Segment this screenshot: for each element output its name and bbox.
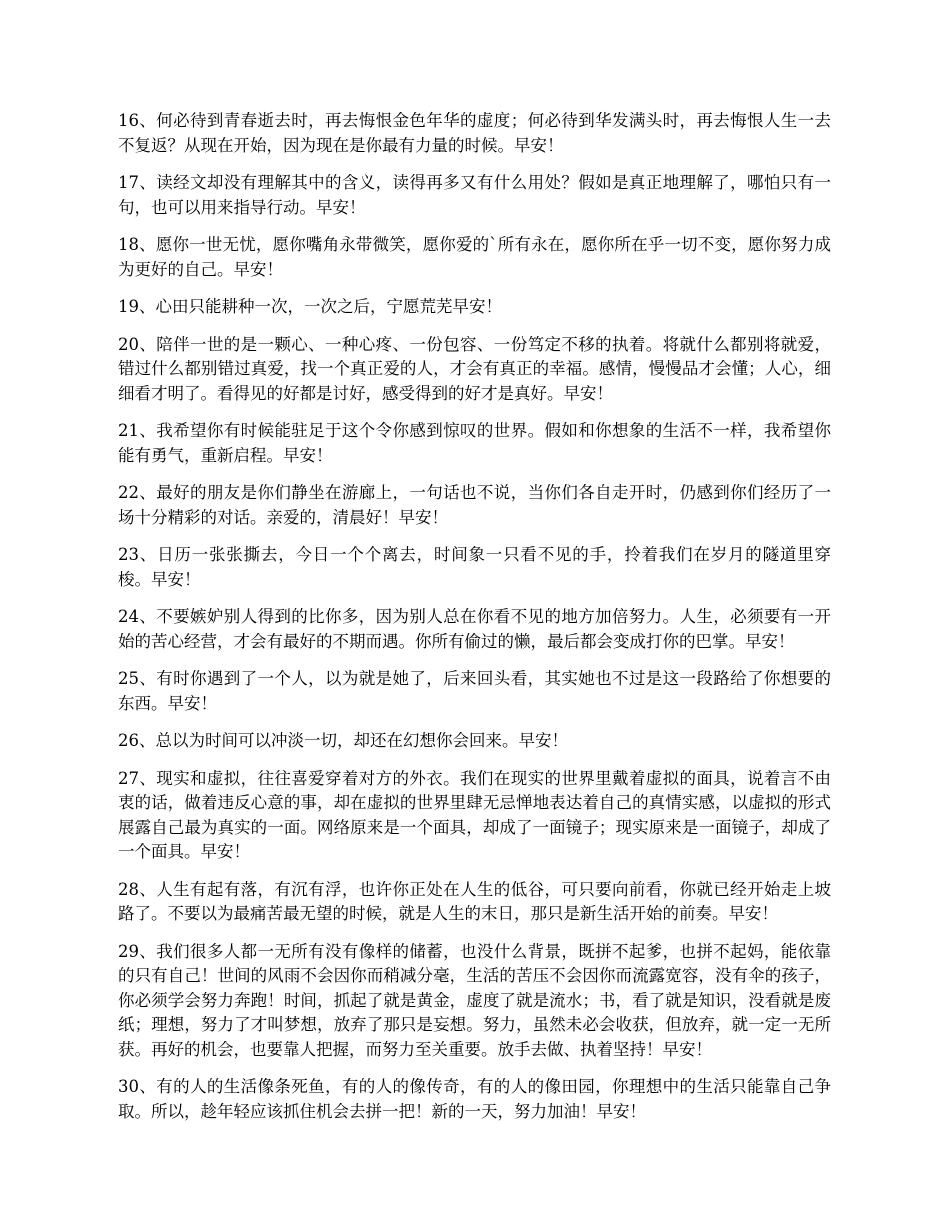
paragraph-28: 28、人生有起有落，有沉有浮，也许你正处在人生的低谷，可只要向前看，你就已经开始走上坡路了。不要以为最痛苦最无望的时候，就是人生的末日，那只是新生活开始的前奏。早安！: [118, 879, 831, 923]
paragraph-27: 27、现实和虚拟，往往喜爱穿着对方的外衣。我们在现实的世界里戴着虚拟的面具，说着言不由衷的话，做着违反心意的事，却在虚拟的世界里肆无忌惮地表达着自己的真情实感，以虚拟的形式展露自己最为真实的一面。网络原来是一个面具，却成了一面镜子；现实原来是一面镜子，却成了一个面具。早安！: [118, 768, 831, 861]
paragraph-25: 25、有时你遇到了一个人，以为就是她了，后来回头看，其实她也不过是这一段路给了你想要的东西。早安！: [118, 669, 831, 713]
paragraph-30: 30、有的人的生活像条死鱼，有的人的像传奇，有的人的像田园，你理想中的生活只能靠自己争取。所以，趁年轻应该抓住机会去拼一把！新的一天，努力加油！早安！: [118, 1077, 831, 1121]
paragraph-24: 24、不要嫉妒别人得到的比你多，因为别人总在你看不见的地方加倍努力。人生，必须要有一开始的苦心经营，才会有最好的不期而遇。你所有偷过的懒，最后都会变成打你的巴掌。早安！: [118, 607, 831, 651]
paragraph-17: 17、读经文却没有理解其中的含义，读得再多又有什么用处？假如是真正地理解了，哪怕只有一句，也可以用来指导行动。早安！: [118, 173, 831, 217]
paragraph-16: 16、何必待到青春逝去时，再去悔恨金色年华的虚度；何必待到华发满头时，再去悔恨人生一去不复返？从现在开始，因为现在是你最有力量的时候。早安！: [118, 111, 831, 155]
paragraph-19: 19、心田只能耕种一次，一次之后，宁愿荒芜早安！: [118, 297, 502, 316]
paragraph-26: 26、总以为时间可以冲淡一切，却还在幻想你会回来。早安！: [118, 731, 568, 750]
paragraph-22: 22、最好的朋友是你们静坐在游廊上，一句话也不说，当你们各自走开时，仍感到你们经历了一场十分精彩的对话。亲爱的，清晨好！早安！: [118, 483, 831, 527]
paragraph-20: 20、陪伴一世的是一颗心、一种心疼、一份包容、一份笃定不移的执着。将就什么都别将就爱，错过什么都别错过真爱，找一个真正爱的人，才会有真正的幸福。感情，慢慢品才会懂；人心，细细看才明了。看得见的好都是讨好，感受得到的好才是真好。早安！: [118, 334, 831, 403]
paragraph-21: 21、我希望你有时候能驻足于这个令你感到惊叹的世界。假如和你想象的生活不一样，我希望你能有勇气，重新启程。早安！: [118, 421, 831, 465]
paragraph-18: 18、愿你一世无忧，愿你嘴角永带微笑，愿你爱的`所有永在，愿你所在乎一切不变，愿你努力成为更好的自己。早安！: [118, 235, 831, 279]
paragraph-29: 29、我们很多人都一无所有没有像样的储蓄，也没什么背景，既拼不起爹，也拼不起妈，能依靠的只有自己！世间的风雨不会因你而稍减分毫，生活的苦压不会因你而流露宽容，没有伞的孩子，你必须学会努力奔跑！时间，抓起了就是黄金，虚度了就是流水；书，看了就是知识，没看就是废纸；理想，努力了才叫梦想，放弃了那只是妄想。努力，虽然未必会收获，但放弃，就一定一无所获。再好的机会，也要靠人把握，而努力至关重要。放手去做、执着坚持！早安！: [118, 941, 831, 1059]
paragraph-23: 23、日历一张张撕去，今日一个个离去，时间象一只看不见的手，拎着我们在岁月的隧道里穿梭。早安！: [118, 545, 831, 589]
